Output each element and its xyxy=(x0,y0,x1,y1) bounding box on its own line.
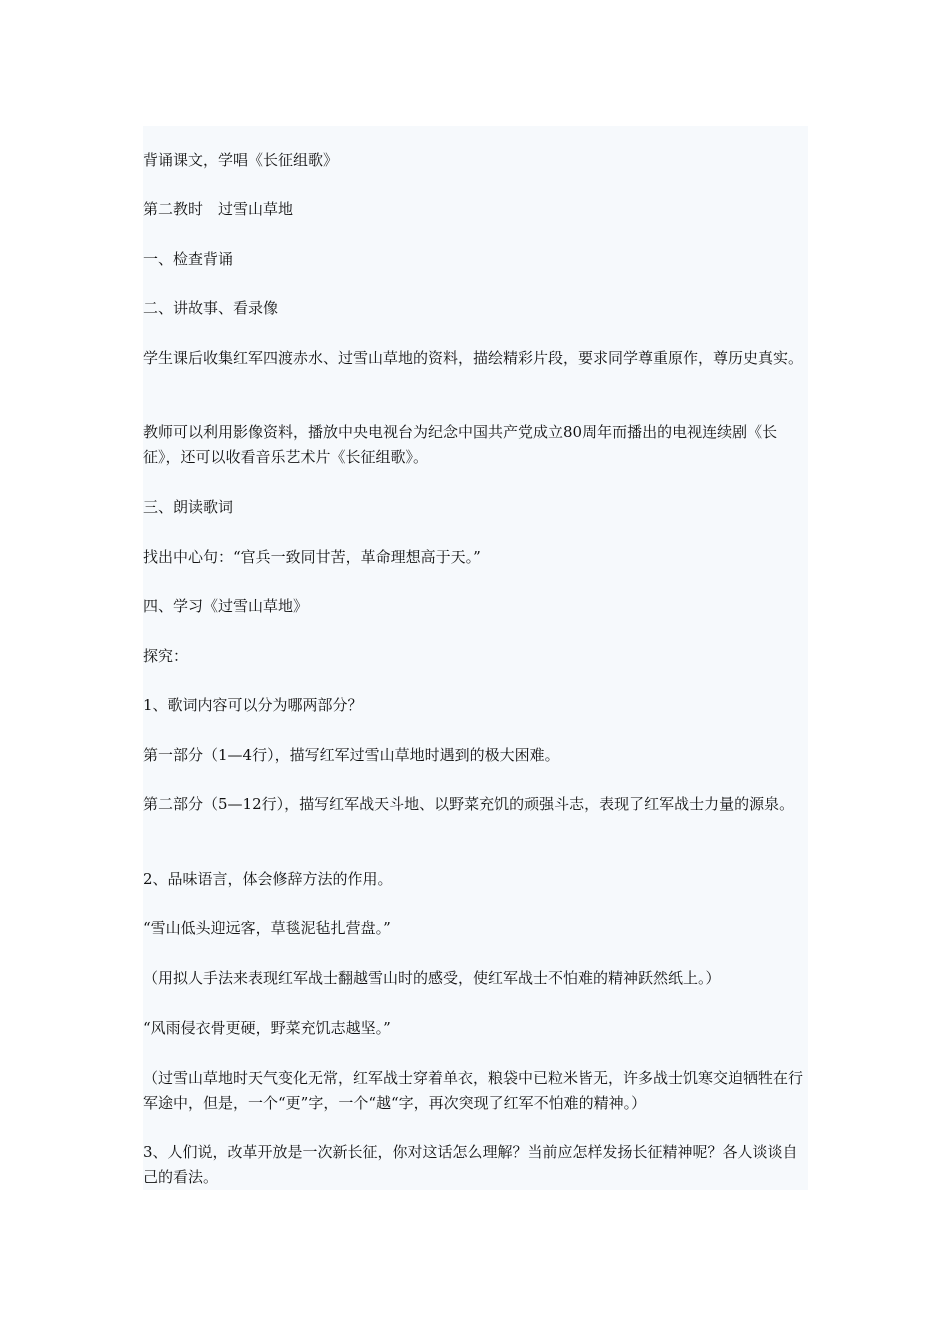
paragraph-note-2: （过雪山草地时天气变化无常，红军战士穿着单衣，粮袋中已粒米皆无，许多战士饥寒交迫牺牲在行军途中，但是，一个“更”字，一个“越“字，再次突现了红军不怕难的精神。） xyxy=(143,1069,804,1112)
paragraph-part-two: 第二部分（5—12行），描写红军战天斗地、以野菜充饥的顽强斗志，表现了红军战士力量的源泉。 xyxy=(143,795,795,813)
paragraph-explore-label: 探究： xyxy=(143,647,189,665)
paragraph-homework: 背诵课文，学唱《长征组歌》 xyxy=(143,151,339,169)
paragraph-section-2: 二、讲故事、看录像 xyxy=(143,299,279,317)
paragraph-section-1: 一、检查背诵 xyxy=(143,250,234,268)
paragraph-question-3: 3、人们说，改革开放是一次新长征，你对这话怎么理解？当前应怎样发扬长征精神呢？各人谈谈自己的看法。 xyxy=(143,1143,798,1186)
paragraph-question-1: 1、歌词内容可以分为哪两部分？ xyxy=(143,696,363,714)
paragraph-student-task: 学生课后收集红军四渡赤水、过雪山草地的资料，描绘精彩片段，要求同学尊重原作，尊历史真实。 xyxy=(143,349,804,367)
paragraph-lesson-title: 第二教时 过雪山草地 xyxy=(143,200,294,218)
paragraph-section-3: 三、朗读歌词 xyxy=(143,498,234,516)
paragraph-part-one: 第一部分（1—4行），描写红军过雪山草地时遇到的极大困难。 xyxy=(143,746,560,764)
paragraph-question-2: 2、品味语言，体会修辞方法的作用。 xyxy=(143,870,393,888)
paragraph-teacher-task: 教师可以利用影像资料，播放中央电视台为纪念中国共产党成立80周年而播出的电视连续剧《长征》，还可以收看音乐艺术片《长征组歌》。 xyxy=(143,423,778,466)
paragraph-section-4: 四、学习《过雪山草地》 xyxy=(143,597,309,615)
paragraph-quote-1: “雪山低头迎远客，草毯泥毡扎营盘。” xyxy=(143,919,391,937)
paragraph-note-1: （用拟人手法来表现红军战士翻越雪山时的感受，使红军战士不怕难的精神跃然纸上。） xyxy=(143,969,721,987)
paragraph-quote-2: “风雨侵衣骨更硬，野菜充饥志越坚。” xyxy=(143,1019,391,1037)
paragraph-central-sentence: 找出中心句：“官兵一致同甘苦，革命理想高于天。” xyxy=(143,548,481,566)
